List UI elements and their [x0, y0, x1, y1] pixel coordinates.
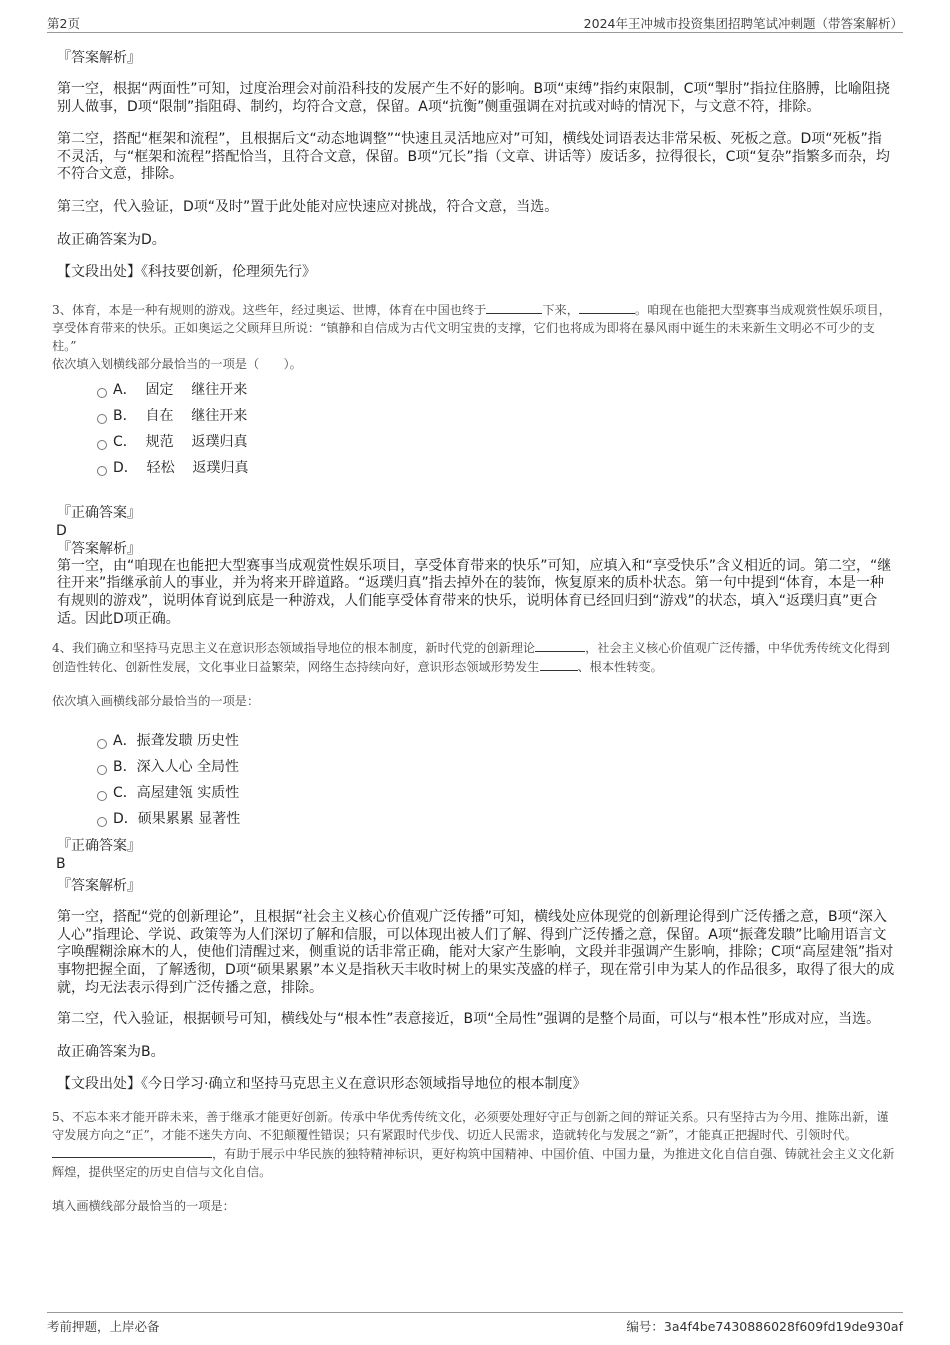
radio-icon[interactable]: [97, 739, 107, 749]
radio-icon[interactable]: [97, 388, 107, 398]
analysis-label: 『答案解析』: [57, 540, 141, 557]
footer-slogan: 考前押题，上岸必备: [47, 1319, 160, 1334]
fill-blank: [486, 300, 542, 314]
fill-blank: [579, 300, 635, 314]
question-stem: 5、不忘本来才能开辟未来，善于继承才能更好创新。传承中华优秀传统文化，必须要处理好守正与创新之间的辩证关系。只有坚持古为今用、推陈出新，谨守发展方向之“正”，才能不迷失方向、不犯颠覆性错误；只有紧跟时代步伐、切近人民需求，造就转化与发展之“新”，才能真正把握时代、引领时代。，有助于展示中华民族的独特精神标识，更好构筑中国精神、中国价值、中国力量，为推进文化自信自强、铸就社会主义文化新辉煌，提供坚定的历史自信与文化自信。: [52, 1109, 895, 1179]
analysis-paragraph: 第二空，代入验证，根据顿号可知，横线处与“根本性”表意接近，B项“全局性”强调的是整个局面，可以与“根本性”形成对应，当选。: [57, 1011, 881, 1028]
analysis-paragraph: 第二空，搭配“框架和流程”，且根据后文“动态地调整”“快速且灵活地应对”可知，横线处词语表达非常呆板、死板之意。D项“死板”指不灵活，与“框架和流程”搭配恰当，且符合文意，保留。B项“冗长”指（文章、讲话等）废话多，拉得很长，C项“复杂”指繁多而杂，均不符合文意，排除。: [57, 131, 890, 183]
option-a[interactable]: A．振聋发聩 历史性: [57, 728, 895, 754]
radio-icon[interactable]: [97, 817, 107, 827]
option-c[interactable]: C． 规范 返璞归真: [57, 429, 895, 455]
option-list: [57, 377, 895, 481]
fill-blank: [52, 1144, 212, 1158]
answer-value: B: [56, 856, 66, 873]
answer-label: 『正确答案』: [57, 838, 141, 855]
option-b[interactable]: B．深入人心 全局性: [57, 754, 895, 780]
document-body: [52, 44, 895, 1215]
option-d[interactable]: D．硕果累累 显著性: [57, 806, 895, 832]
analysis-conclusion: 故正确答案为D。: [57, 231, 166, 248]
analysis-conclusion: 故正确答案为B。: [57, 1043, 165, 1060]
radio-icon[interactable]: [97, 440, 107, 450]
answer-value: D: [56, 522, 67, 539]
analysis-label: 『答案解析』: [57, 50, 141, 66]
question-stem: 3、体育，本是一种有规则的游戏。这些年，经过奥运、世博，体育在中国也终于 下来， 。咱现在也能把大型赛事当成观赏性娱乐项目，享受体育带来的快乐。正如奥运之父顾拜旦所说：“镇静和自信成为古代文明宝贵的支撑，它们也将成为即将在暴风雨中诞生的未来新生文明必不可少的支柱。”: [52, 300, 895, 355]
analysis-paragraph: 第一空，搭配“党的创新理论”，且根据“社会主义核心价值观广泛传播”可知，横线处应体现党的创新理论得到广泛传播之意，B项“深入人心”指理论、学说、政策等为人们深切了解和信服，可以体现出被人们了解、得到广泛传播之意，保留。A项“振聋发聩”比喻用语言文字唤醒糊涂麻木的人，使他们清醒过来，侧重说的话非常正确，能对大家产生影响，文段并非强调产生影响，排除；C项“高屋建瓴”指对事物把握全面，了解透彻，D项“硕果累累”本义是指秋天丰收时树上的果实茂盛的样子，现在常引申为某人的作品很多，取得了很大的成就，均无法表示得到广泛传播之意，排除。: [57, 909, 895, 996]
source-citation: 【文段出处】《今日学习·确立和坚持马克思主义在意识形态领域指导地位的根本制度》: [57, 1076, 587, 1093]
page-footer: [47, 1312, 903, 1333]
option-a[interactable]: A． 固定 继往开来: [57, 377, 895, 403]
question-prompt: 填入画横线部分最恰当的一项是：: [52, 1198, 235, 1213]
document-title: 2024年王冲城市投资集团招聘笔试冲刺题（带答案解析）: [583, 16, 903, 31]
analysis-paragraph: 第三空，代入验证，D项“及时”置于此处能对应快速应对挑战，符合文意，当选。: [57, 198, 559, 215]
question-stem: 4、我们确立和坚持马克思主义在意识形态领域指导地位的根本制度，新时代党的创新理论 ，社会主义核心价值观广泛传播，中华优秀传统文化得到创造性转化、创新性发展，文化事业日益繁荣，网络生态持续向好，意识形态领域形势发生 、根本性转变。: [52, 638, 895, 676]
page-number: 第2页: [47, 16, 80, 31]
option-b[interactable]: B． 自在 继往开来: [57, 403, 895, 429]
source-citation: 【文段出处】《科技要创新，伦理须先行》: [57, 264, 316, 281]
question-prompt: 依次填入画横线部分最恰当的一项是：: [52, 694, 260, 709]
radio-icon[interactable]: [97, 414, 107, 424]
analysis-paragraph: 第一空，根据“两面性”可知，过度治理会对前沿科技的发展产生不好的影响。B项“束缚”指约束限制，C项“掣肘”指拉住胳膊，比喻阻挠别人做事，D项“限制”指阻碍、制约，均符合文意，保留。A项“抗衡”侧重强调在对抗或对峙的情况下，与文意不符，排除。: [57, 81, 890, 115]
question-prompt: 依次填入划横线部分最恰当的一项是（ ）。: [52, 356, 302, 371]
fill-blank: [535, 638, 585, 652]
option-list: [57, 728, 895, 832]
radio-icon[interactable]: [97, 791, 107, 801]
document-code: 编号：3a4f4be7430886028f609fd19de930af: [626, 1319, 903, 1334]
page-header: [47, 12, 903, 33]
analysis-paragraph: 第一空，由“咱现在也能把大型赛事当成观赏性娱乐项目，享受体育带来的快乐”可知，应填入和“享受快乐”含义相近的词。第二空，“继往开来”指继承前人的事业，并为将来开辟道路。“返璞归真”指去掉外在的装饰，恢复原来的质朴状态。第一句中提到“体育，本是一种有规则的游戏”，说明体育说到底是一种游戏，人们能享受体育带来的快乐，说明体育已经回归到“游戏”的状态，填入“返璞归真”更合适。因此D项正确。: [57, 557, 892, 627]
radio-icon[interactable]: [97, 466, 107, 476]
answer-label: 『正确答案』: [57, 504, 141, 521]
fill-blank: [540, 657, 578, 671]
option-d[interactable]: D． 轻松 返璞归真: [57, 455, 895, 481]
option-c[interactable]: C．高屋建瓴 实质性: [57, 780, 895, 806]
analysis-label: 『答案解析』: [57, 878, 141, 895]
radio-icon[interactable]: [97, 765, 107, 775]
